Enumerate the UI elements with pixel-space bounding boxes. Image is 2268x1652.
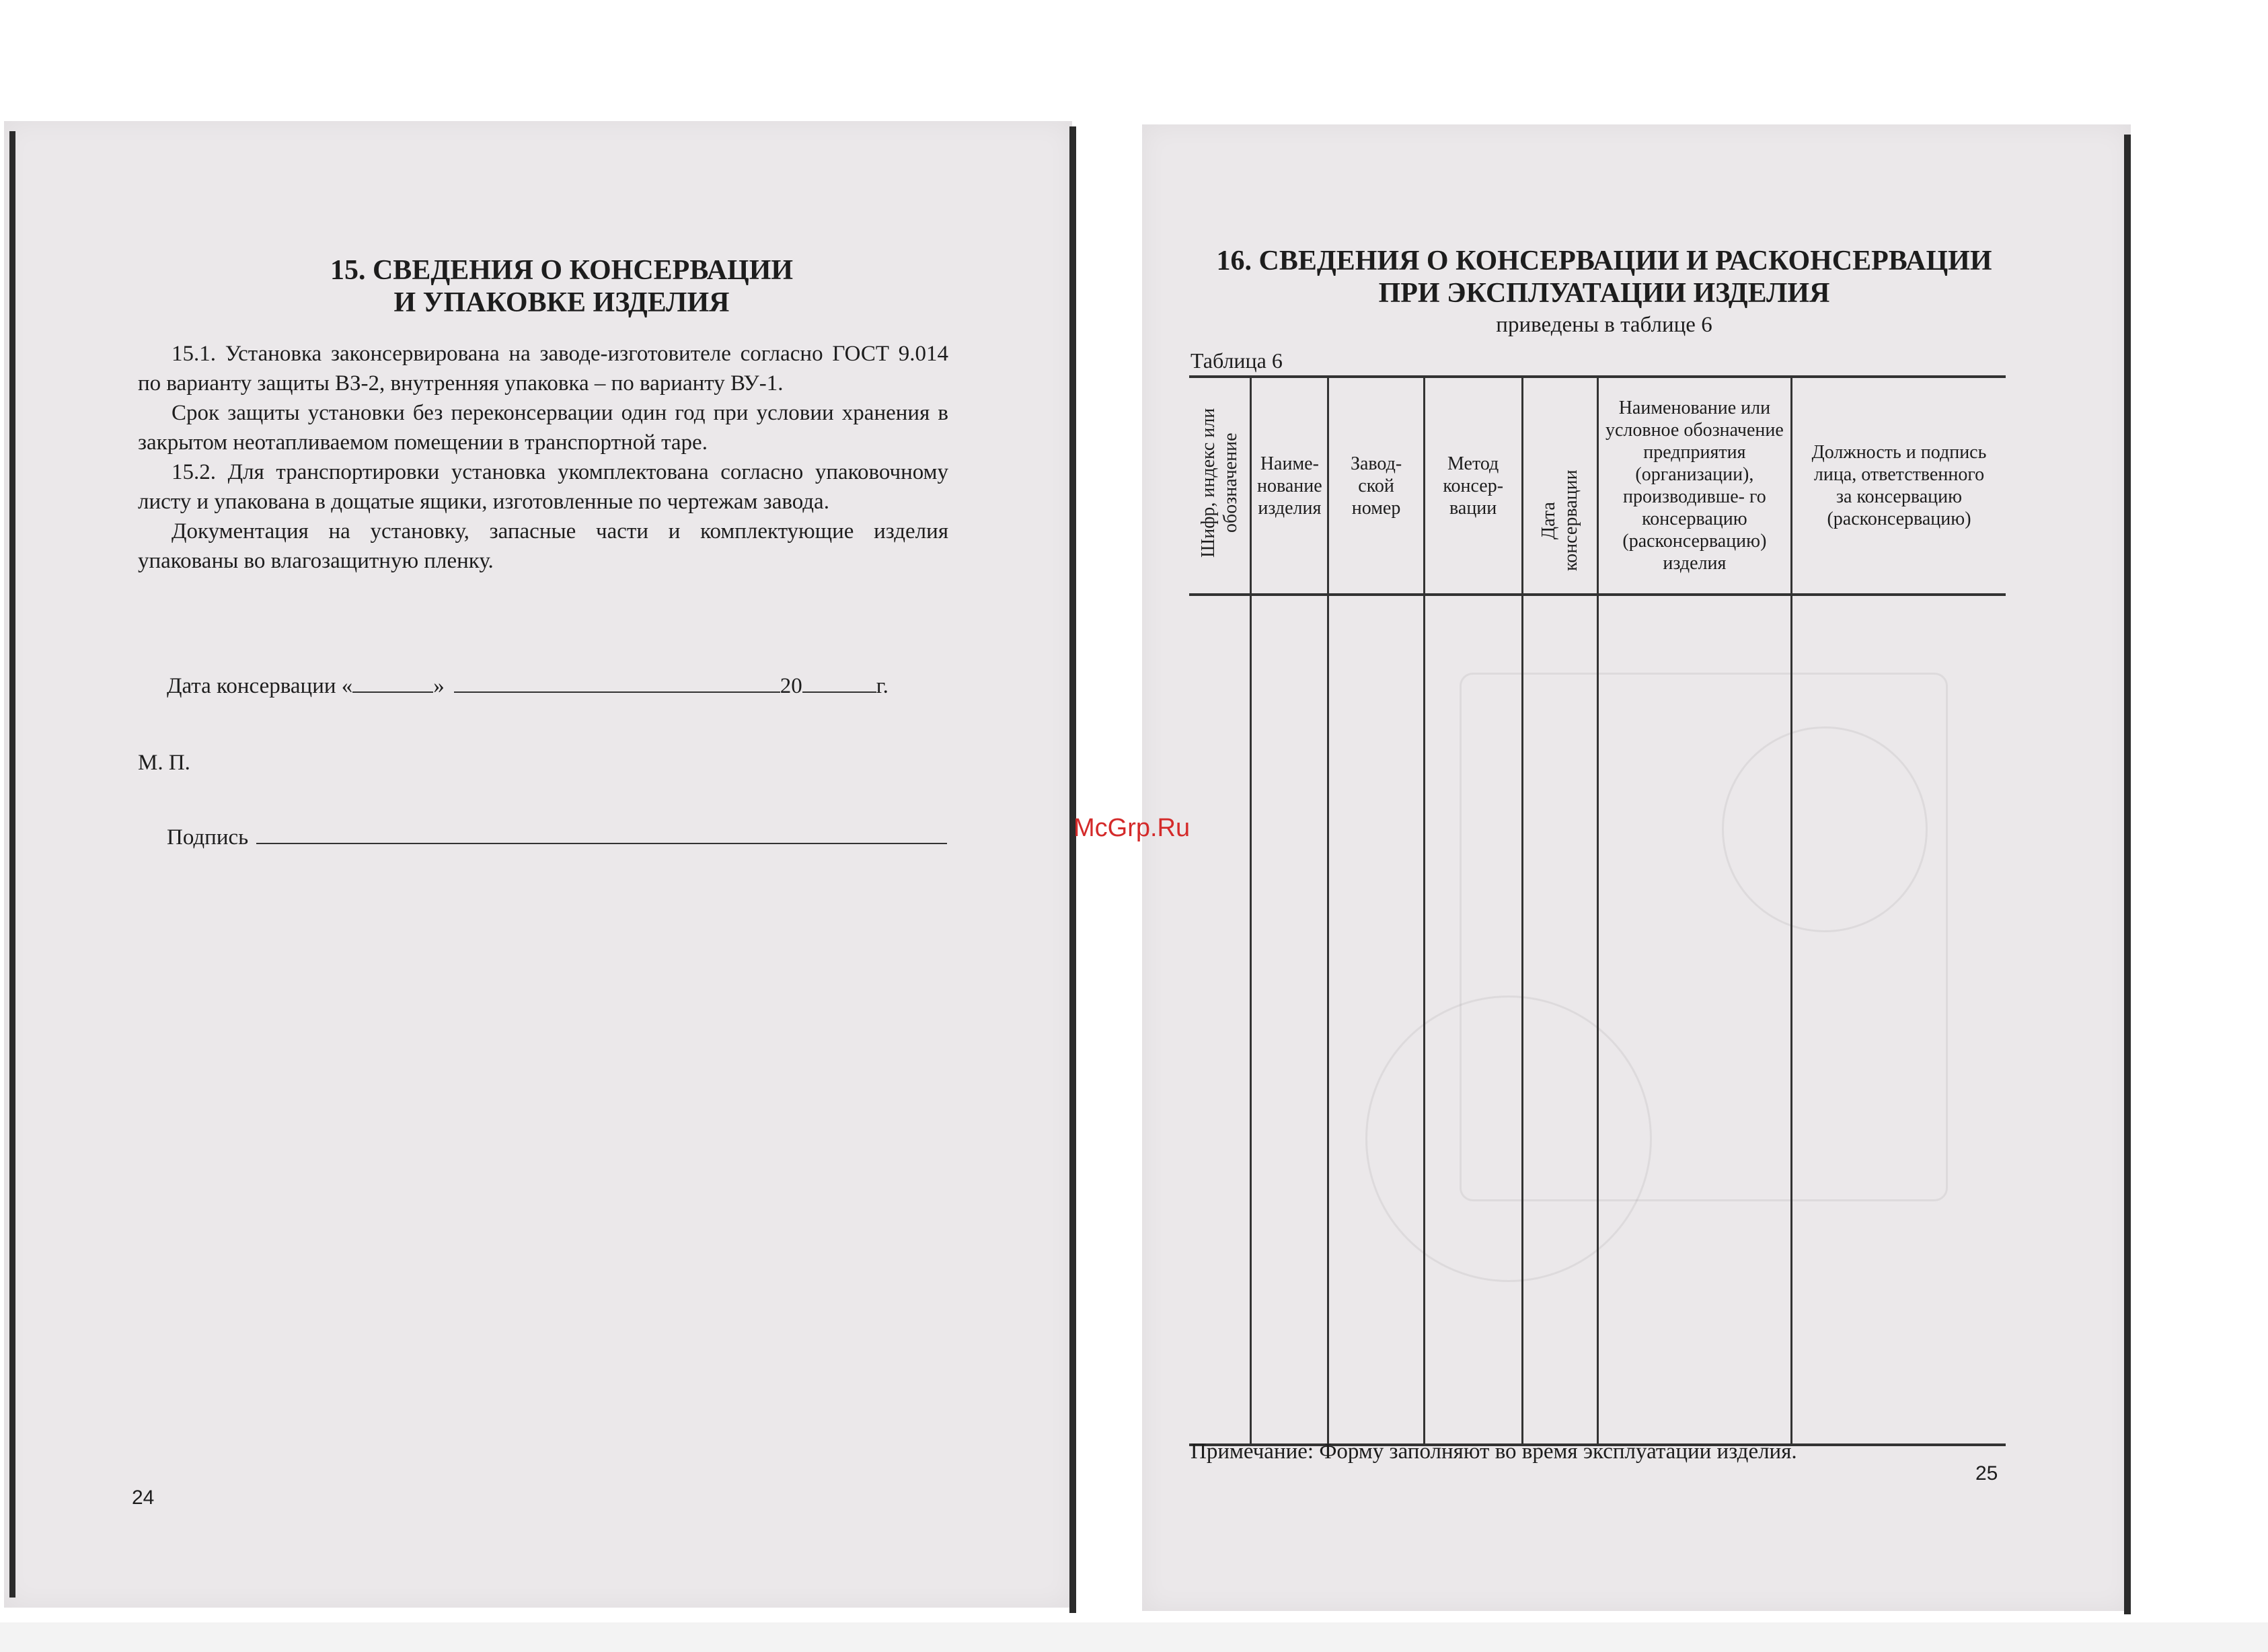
title-line: 16. СВЕДЕНИЯ О КОНСЕРВАЦИИ И РАСКОНСЕРВАЦИИ: [1216, 246, 1992, 276]
signature-label: Подпись: [167, 825, 249, 850]
table-note: Примечание: Форму заполняют во время эксплуатации изделия.: [1190, 1439, 1797, 1464]
scan-bottom-strip: [0, 1622, 2268, 1652]
page-number: 25: [1975, 1462, 1998, 1485]
paragraph: 15.1. Установка законсервирована на заводе-изготовителе согласно ГОСТ 9.014 по варианту защиты ВЗ-2, внутренняя упаковка – по варианту ВУ-1.: [138, 342, 948, 396]
page-number: 24: [132, 1487, 155, 1509]
date-year: 20: [780, 674, 802, 698]
title-line: ПРИ ЭКСПЛУАТАЦИИ ИЗДЕЛИЯ: [1378, 278, 1830, 309]
column-header: Завод- ской номер: [1328, 377, 1424, 595]
page-edge: [1069, 126, 1076, 1613]
table-cell[interactable]: [1189, 595, 1251, 1445]
watermark: McGrp.Ru: [1073, 814, 1190, 842]
table-row: [1189, 595, 2006, 1445]
conservation-date-line: [167, 671, 954, 701]
paragraph: Срок защиты установки без переконсервации один год при условии хранения в закрытом неотапливаемом помещении в транспортной таре.: [138, 401, 948, 455]
title-line: 15. СВЕДЕНИЯ О КОНСЕРВАЦИИ: [330, 255, 794, 286]
stamp-label: М. П.: [138, 751, 190, 775]
month-blank: [454, 691, 780, 693]
table-cell[interactable]: [1792, 595, 2006, 1445]
conservation-table: [1189, 375, 2006, 1446]
date-suffix: г.: [876, 674, 889, 698]
table-label: Таблица 6: [1190, 348, 1283, 373]
section-15-body: [138, 339, 948, 576]
title-line: И УПАКОВКЕ ИЗДЕЛИЯ: [393, 287, 730, 318]
signature-blank: [256, 843, 947, 844]
page-edge: [2124, 135, 2131, 1614]
column-header: Должность и подпись лица, ответственного за консервацию (расконсервацию): [1792, 377, 2006, 595]
column-header: Наиме- нование изделия: [1251, 377, 1328, 595]
paragraph: 15.2. Для транспортировки установка укомплектована согласно упаковочному листу и упакована в дощатые ящики, изготовленные по чертежам завода.: [138, 460, 948, 514]
table-cell[interactable]: [1522, 595, 1597, 1445]
signature-line: [167, 823, 947, 852]
table-cell[interactable]: [1328, 595, 1424, 1445]
year-blank: [802, 691, 876, 693]
day-blank: [352, 691, 433, 693]
section-subtitle: приведены в таблице 6: [1496, 313, 1712, 337]
table-cell[interactable]: [1424, 595, 1522, 1445]
date-quote: »: [433, 674, 445, 698]
column-header: Дата консервации: [1522, 377, 1597, 595]
column-header: Метод консер- вации: [1424, 377, 1522, 595]
table-cell[interactable]: [1251, 595, 1328, 1445]
column-header: Наименование или условное обозначение предприятия (организации), производивше- го консервацию (расконсервацию) изделия: [1597, 377, 1791, 595]
section-title-15: [215, 254, 908, 319]
table-header-row: [1189, 377, 2006, 595]
date-label: Дата консервации «: [167, 674, 353, 698]
column-header: Шифр, индекс или обозначение: [1189, 377, 1251, 595]
section-title-16: [1184, 245, 2025, 309]
table-cell[interactable]: [1597, 595, 1791, 1445]
paragraph: Документация на установку, запасные части и комплектующие изделия упакованы во влагозащитную пленку.: [138, 519, 948, 573]
page-edge: [9, 131, 15, 1598]
